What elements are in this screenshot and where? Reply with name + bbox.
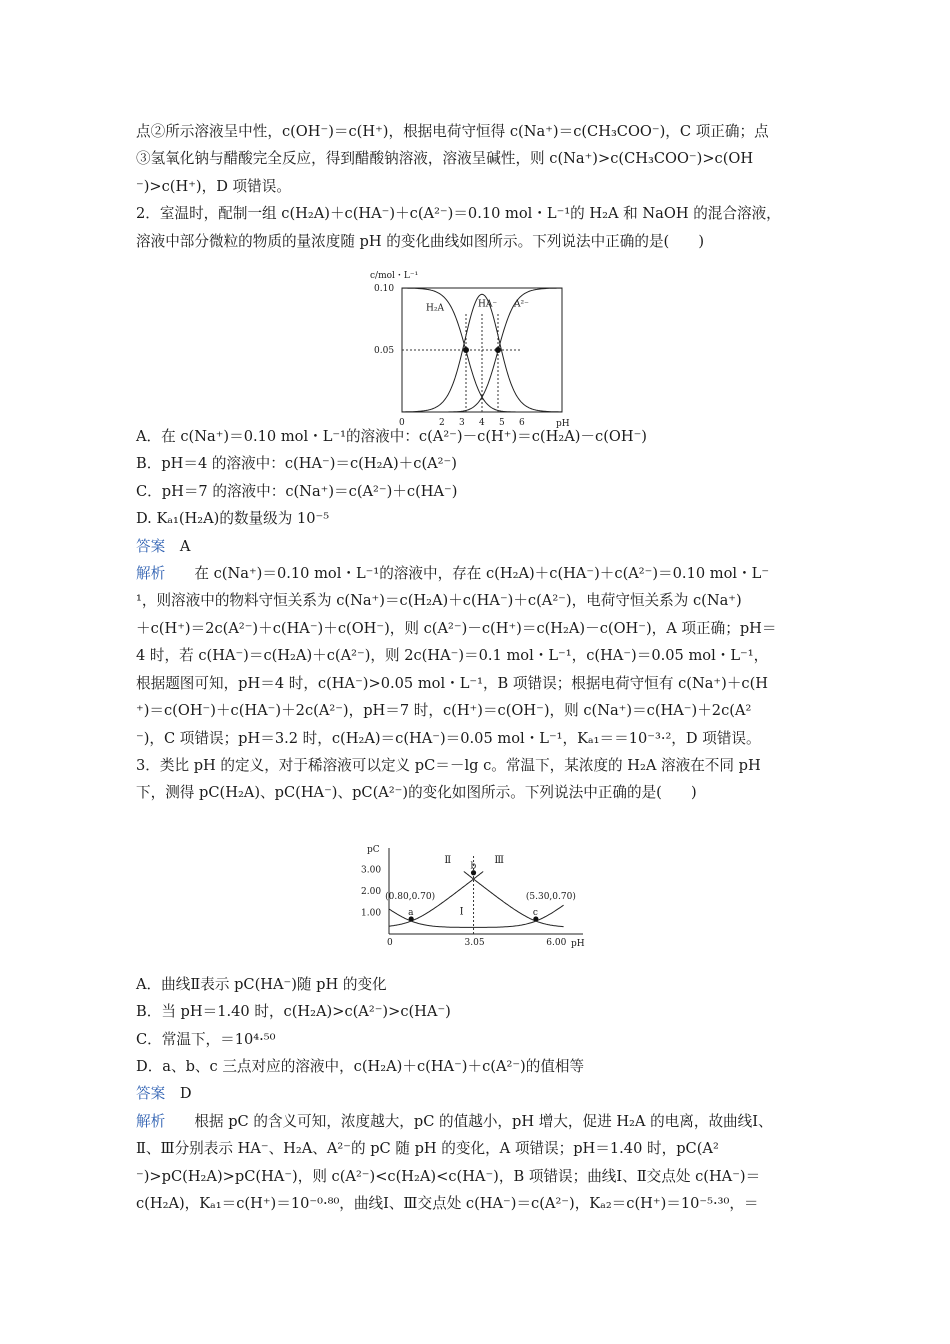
text-line <box>136 1026 820 1053</box>
line-text: D．a、b、c 三点对应的溶液中，c(H₂A)＋c(HA⁻)＋c(A²⁻)的值相等 <box>136 1057 585 1075</box>
series-label: H₂A <box>426 303 444 314</box>
line-text: ＋c(H⁺)＝2c(A²⁻)＋c(HA⁻)＋c(OH⁻)，则 c(A²⁻)－c(H⁺)＝c(H₂A)－c(OH⁻)，A 项正确；pH＝ <box>136 619 777 637</box>
x-axis-label: pH <box>556 419 570 429</box>
text-line <box>136 173 820 200</box>
line-text: 4 时，若 c(HA⁻)＝c(H₂A)＋c(A²⁻)，则 2c(HA⁻)＝0.1 mol・L⁻¹，c(HA⁻)＝0.05 mol・L⁻¹， <box>136 647 769 665</box>
text-line <box>136 560 820 587</box>
y-tick-label: 3.00 <box>361 865 382 876</box>
line-text: Ⅱ、Ⅲ分别表示 HA⁻、H₂A、A²⁻的 pC 随 pH 的变化，A 项错误；pH＝1.40 时，pC(A² <box>136 1140 719 1158</box>
line-text: ⁺)＝c(OH⁻)＋c(HA⁻)＋2c(A²⁻)，pH＝7 时，c(H⁺)＝c(OH⁻)，则 c(Na⁺)＝c(HA⁻)＋2c(A² <box>136 702 752 720</box>
text-line <box>136 118 820 145</box>
line-text: 2．室温时，配制一组 c(H₂A)＋c(HA⁻)＋c(A²⁻)＝0.10 mol・L⁻¹的 H₂A 和 NaOH 的混合溶液， <box>136 205 781 223</box>
x-axis-label: pH <box>571 939 585 949</box>
line-text: A．曲线Ⅱ表示 pC(HA⁻)随 pH 的变化 <box>136 975 387 993</box>
line-text: D. Kₐ₁(H₂A)的数量级为 10⁻⁵ <box>136 510 330 528</box>
text-line <box>136 642 820 669</box>
line-text: ⁻)>pC(H₂A)>pC(HA⁻)，则 c(A²⁻)<c(H₂A)<c(HA⁻)，B 项错误；曲线Ⅰ、Ⅱ交点处 c(HA⁻)＝ <box>136 1167 761 1185</box>
text-line <box>136 505 820 532</box>
marked-points <box>385 862 576 922</box>
y-axis-label: pC <box>367 845 380 855</box>
text-line <box>136 200 820 227</box>
x-tick-label: 4 <box>479 418 485 428</box>
intersection-point <box>463 347 469 353</box>
text-line <box>136 1190 820 1217</box>
paragraph-top <box>136 118 820 255</box>
x-tick-label: 3.05 <box>464 938 485 948</box>
text-line <box>136 450 820 477</box>
explanation-3 <box>136 1108 820 1218</box>
line-text: 根据 pC 的含义可知，浓度越大，pC 的值越小，pH 增大，促进 H₂A 的电离，故曲线Ⅰ、 <box>194 1112 773 1130</box>
series-labels <box>426 300 529 314</box>
text-line <box>136 779 820 806</box>
text-line <box>136 998 820 1025</box>
question-3-options <box>136 971 820 1081</box>
answer-label: 答案 <box>136 537 166 555</box>
series-label: Ⅲ <box>494 855 504 867</box>
question-2-options <box>136 423 820 533</box>
y-tick-label: 1.00 <box>361 908 382 919</box>
chart-concentration-vs-ph <box>360 268 590 438</box>
text-line <box>136 1163 820 1190</box>
answer-label: 答案 <box>136 1085 166 1103</box>
x-tick-label: 6 <box>519 418 525 428</box>
text-line <box>136 971 820 998</box>
line-text: 根据题图可知，pH＝4 时，c(HA⁻)>0.05 mol・L⁻¹，B 项错误；根据电荷守恒有 c(Na⁺)＋c(H <box>136 674 769 692</box>
line-text: C．pH＝7 的溶液中：c(Na⁺)＝c(A²⁻)＋c(HA⁻) <box>136 482 458 500</box>
line-text: ¹，则溶液中的物料守恒关系为 c(Na⁺)＝c(H₂A)＋c(HA⁻)＋c(A²⁻)，电荷守恒关系为 c(Na⁺) <box>136 592 742 610</box>
explanation-label: 解析 <box>136 1112 195 1130</box>
y-tick-label: 0.10 <box>374 284 395 294</box>
x-tick-label: 6.00 <box>546 938 567 948</box>
text-line <box>136 587 820 614</box>
x-tick-label: 3 <box>459 418 465 428</box>
answer-2-line <box>136 533 820 560</box>
y-tick-label: 0.05 <box>374 346 395 356</box>
text-line <box>136 228 820 255</box>
point-label: a <box>408 907 414 918</box>
line-text: B．当 pH＝1.40 时，c(H₂A)>c(A²⁻)>c(HA⁻) <box>136 1003 451 1021</box>
text-line <box>136 478 820 505</box>
text-line <box>136 145 820 172</box>
line-text: ③氢氧化钠与醋酸完全反应，得到醋酸钠溶液，溶液呈碱性，则 c(Na⁺)>c(CH₃COO⁻)>c(OH <box>136 150 754 168</box>
y-tick-label: 2.00 <box>361 887 382 897</box>
series-label: HA⁻ <box>478 299 498 310</box>
line-text: B．pH＝4 的溶液中：c(HA⁻)＝c(H₂A)＋c(A²⁻) <box>136 455 457 473</box>
x-tick-label: 5 <box>499 418 505 428</box>
x-tick-label: 0 <box>387 938 393 948</box>
line-text: C．常温下，＝10⁴·⁵⁰ <box>136 1030 276 1048</box>
line-text: ⁻)，C 项错误；pH＝3.2 时，c(H₂A)＝c(HA⁻)＝0.05 mol・L⁻¹，Kₐ₁＝＝10⁻³·²，D 项错误。 <box>136 729 761 747</box>
line-text: 点②所示溶液呈中性，c(OH⁻)＝c(H⁺)，根据电荷守恒得 c(Na⁺)＝c(CH₃COO⁻)，C 项正确；点 <box>136 123 769 140</box>
series-label: A²⁻ <box>514 299 529 310</box>
explanation-2 <box>136 560 820 752</box>
point-annotation: (0.80,0.70) <box>385 891 436 902</box>
answer-value: D <box>179 1085 192 1103</box>
x-tick-label: 0 <box>399 418 405 428</box>
text-line <box>136 752 820 779</box>
question-3-stem <box>136 752 820 807</box>
point-label: c <box>532 907 538 918</box>
point-label: b <box>470 861 477 872</box>
answer-value: A <box>179 537 191 555</box>
text-line <box>136 1135 820 1162</box>
text-line <box>136 670 820 697</box>
series-label: Ⅱ <box>444 855 452 867</box>
line-text: 下，测得 pC(H₂A)、pC(HA⁻)、pC(A²⁻)的变化如图所示。下列说法中正确的是( ) <box>136 784 697 802</box>
intersection-point <box>495 347 501 353</box>
chart-pc-vs-ph <box>355 842 595 954</box>
y-axis-label: c/mol・L⁻¹ <box>370 271 419 281</box>
series-label: Ⅰ <box>459 906 464 918</box>
explanation-label: 解析 <box>136 565 195 583</box>
text-line <box>136 725 820 752</box>
line-text: A．在 c(Na⁺)＝0.10 mol・L⁻¹的溶液中：c(A²⁻)－c(H⁺)＝c(H₂A)－c(OH⁻) <box>136 428 647 446</box>
line-text: 在 c(Na⁺)＝0.10 mol・L⁻¹的溶液中，存在 c(H₂A)＋c(HA⁻)＋c(A²⁻)＝0.10 mol・L⁻ <box>194 565 770 583</box>
x-tick-label: 2 <box>439 418 445 428</box>
text-line <box>136 615 820 642</box>
text-line <box>136 1053 820 1080</box>
text-line <box>136 1108 820 1135</box>
line-text: c(H₂A)，Kₐ₁＝c(H⁺)＝10⁻⁰·⁸⁰，曲线Ⅰ、Ⅲ交点处 c(HA⁻)＝c(A²⁻)，Kₐ₂＝c(H⁺)＝10⁻⁵·³⁰，＝ <box>136 1194 759 1212</box>
line-text: 3．类比 pH 的定义，对于稀溶液可以定义 pC＝－lg c。常温下，某浓度的 H₂A 溶液在不同 pH <box>136 756 761 774</box>
line-text: ⁻)>c(H⁺)，D 项错误。 <box>136 177 291 195</box>
answer-3-line <box>136 1080 820 1107</box>
point-annotation: (5.30,0.70) <box>525 891 576 902</box>
tick-labels <box>374 284 525 428</box>
text-line <box>136 697 820 724</box>
line-text: 溶液中部分微粒的物质的量浓度随 pH 的变化曲线如图所示。下列说法中正确的是( ) <box>136 232 705 250</box>
